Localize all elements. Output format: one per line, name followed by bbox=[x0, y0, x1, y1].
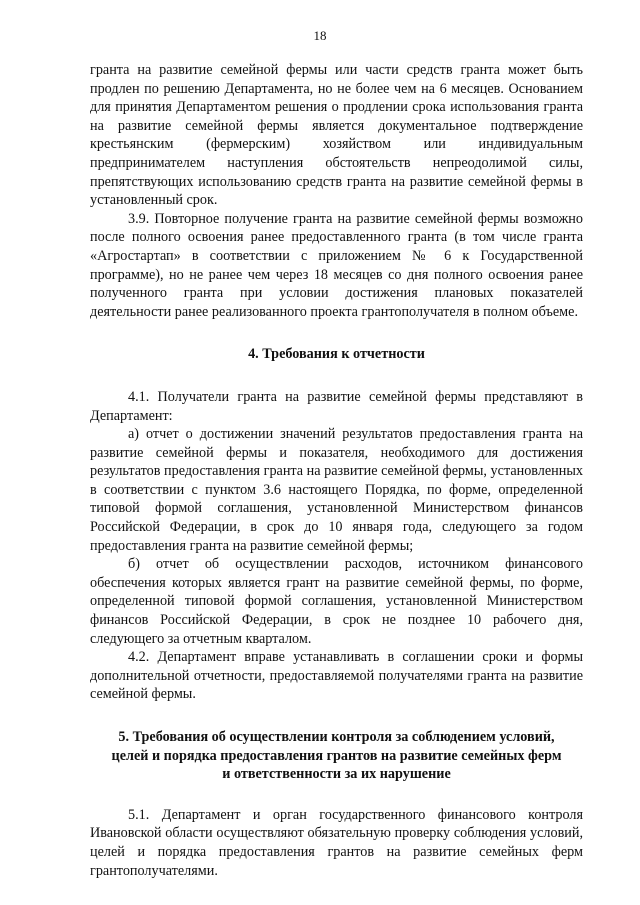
section-5-heading-line-2: целей и порядка предоставления грантов на развитие семейных ферм bbox=[111, 747, 562, 764]
section-5-heading-line-1: 5. Требования об осуществлении контроля за соблюдением условий, bbox=[118, 729, 555, 745]
paragraph-5-1: 5.1. Департамент и орган государственного финансового контроля Ивановской области осуществляют обязательную проверку соблюдения условий, целей и порядка предоставления грантов на развитие семейных ферм грантополучателями. bbox=[90, 806, 583, 879]
paragraph-4-1-b: б) отчет об осуществлении расходов, источником финансового обеспечения которых является грант на развитие семейной фермы, по форме, определенной типовой формой соглашения, установленной Министерством финансов Российской Федерации, в срок не позднее 10 рабочего дня, следующего за отчетным кварталом. bbox=[90, 556, 583, 647]
paragraph-4-1-a: а) отчет о достижении значений результатов предоставления гранта на развитие семейной фермы и показателя, необходимого для достижения результатов предоставления гранта на развитие семейной фермы, установленных в соответствии с пунктом 3.6 настоящего Порядка, по форме, определенной типовой формой соглашения, установленной Министерством финансов Российской Федерации, в срок до 10 января года, следующего за годом предоставления гранта на развитие семейной фермы; bbox=[90, 426, 583, 554]
paragraph-3-9: 3.9. Повторное получение гранта на развитие семейной фермы возможно после полного освоения ранее предоставленного гранта (в том числе гранта «Агростартап» в соответствии с приложением № 6 к Государственной программе), но не ранее чем через 18 месяцев со дня полного освоения ранее полученного гранта при условии достижения плановых показателей деятельности ранее реализованного проекта грантополучателя в полном объеме. bbox=[90, 210, 583, 320]
page-number: 18 bbox=[313, 28, 327, 43]
section-5-heading bbox=[90, 728, 583, 784]
paragraph-4-1: 4.1. Получатели гранта на развитие семейной фермы представляют в Департамент: bbox=[90, 388, 583, 424]
document-body bbox=[90, 61, 583, 880]
section-4-heading: 4. Требования к отчетности bbox=[248, 346, 425, 363]
section-5-heading-line-3: и ответственности за их нарушение bbox=[222, 766, 451, 783]
paragraph-4-2: 4.2. Департамент вправе устанавливать в соглашении сроки и формы дополнительной отчетности, предоставляемой получателями гранта на развитие семейной фермы. bbox=[90, 649, 583, 703]
paragraph-3-8-continuation: гранта на развитие семейной фермы или части средств гранта может быть продлен по решению Департамента, но не более чем на 6 месяцев. Основанием для принятия Департаментом решения о продлении срока использования гранта на развитие семейной фермы является документальное подтверждение крестьянским (фермерским) хозяйством или индивидуальным предпринимателем наступления обстоятельств непреодолимой силы, препятствующих использованию средств гранта на развитие семейной фермы в установленный срок. bbox=[90, 62, 583, 209]
